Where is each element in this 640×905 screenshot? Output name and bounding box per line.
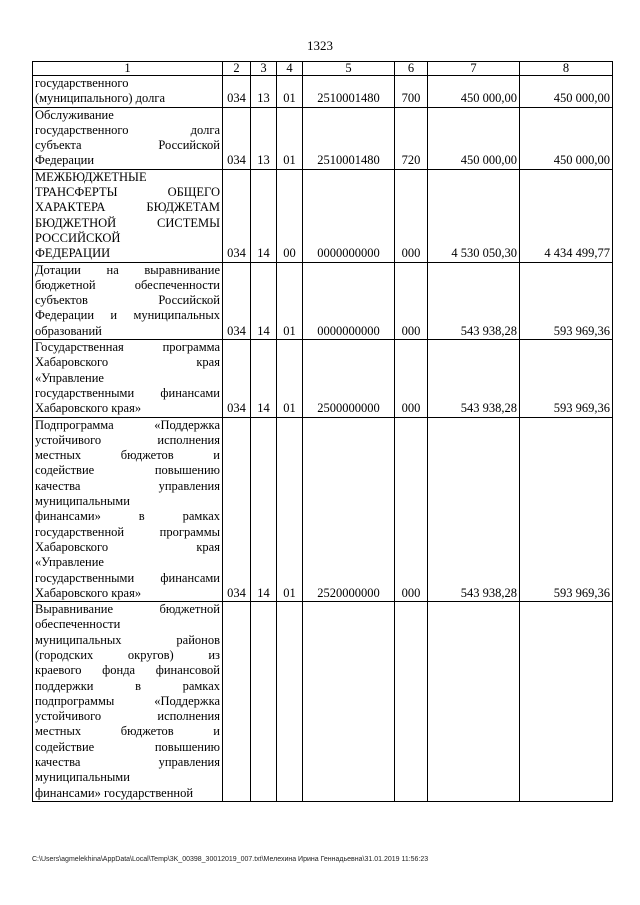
row-name-line: финансами» в рамках (35, 509, 220, 524)
subsection-code-cell (277, 602, 303, 802)
section-code-cell: 14 (251, 340, 277, 417)
subsection-code-cell: 01 (277, 262, 303, 339)
row-name-line: Хабаровского края (35, 355, 220, 370)
table-body (33, 76, 613, 802)
target-article-cell (303, 602, 395, 802)
admin-code-cell: 034 (223, 340, 251, 417)
admin-code-cell: 034 (223, 169, 251, 262)
expense-type-cell: 000 (395, 340, 428, 417)
row-name-line: муниципальными (35, 770, 130, 785)
header-cell: 2 (223, 62, 251, 76)
file-path-footer: C:\Users\agmelekhina\AppData\Local\Temp\3K_00398_30012019_007.txt\Мелехина Ирина Геннадьевна\31.01.2019 11:56:23 (32, 856, 429, 863)
table-row (33, 262, 613, 339)
row-name-line: качества управления (35, 478, 220, 493)
expense-type-cell: 720 (395, 107, 428, 169)
table-row (33, 169, 613, 262)
row-name-line: Федерации (35, 153, 95, 168)
row-name-line: бюджетной обеспеченности (35, 277, 220, 292)
row-name-line: (муниципального) долга (35, 91, 166, 106)
row-name-cell (33, 76, 223, 108)
target-article-cell: 2520000000 (303, 417, 395, 602)
amount-year1-cell (428, 602, 520, 802)
row-name-line: субъекта Российской (35, 138, 220, 153)
row-name-line: содействие повышению (35, 739, 220, 754)
table-row (33, 602, 613, 802)
subsection-code-cell: 01 (277, 107, 303, 169)
admin-code-cell: 034 (223, 417, 251, 602)
row-name-line: «Управление (35, 370, 104, 385)
target-article-cell: 2510001480 (303, 76, 395, 108)
expense-type-cell: 000 (395, 262, 428, 339)
row-name-line: местных бюджетов и (35, 448, 220, 463)
row-name-line: краевого фонда финансовой (35, 663, 220, 678)
budget-table (32, 61, 613, 802)
page-number: 1323 (307, 38, 333, 53)
row-name-line: муниципальными (35, 494, 130, 509)
row-name-line: Хабаровского края» (35, 401, 142, 416)
header-cell: 1 (33, 62, 223, 76)
row-name-line: ХАРАКТЕРА БЮДЖЕТАМ (35, 200, 220, 215)
amount-year2-cell (520, 602, 613, 802)
row-name-line: качества управления (35, 755, 220, 770)
amount-year2-cell: 4 434 499,77 (520, 169, 613, 262)
row-name-line: государственными финансами (35, 385, 220, 400)
amount-year2-cell: 450 000,00 (520, 107, 613, 169)
row-name-line: обеспеченности (35, 617, 121, 632)
row-name-line: устойчивого исполнения (35, 432, 220, 447)
expense-type-cell: 000 (395, 169, 428, 262)
amount-year2-cell: 450 000,00 (520, 76, 613, 108)
row-name-line: Хабаровского края» (35, 585, 142, 600)
row-name-cell (33, 417, 223, 602)
expense-type-cell: 000 (395, 417, 428, 602)
target-article-cell: 0000000000 (303, 262, 395, 339)
amount-year1-cell: 543 938,28 (428, 340, 520, 417)
row-name-cell (33, 340, 223, 417)
row-name-line: Выравнивание бюджетной (35, 602, 220, 617)
header-cell: 8 (520, 62, 613, 76)
header-cell: 7 (428, 62, 520, 76)
row-name-line: ТРАНСФЕРТЫ ОБЩЕГО (35, 185, 220, 200)
row-name-line: местных бюджетов и (35, 724, 220, 739)
row-name-line: Обслуживание (35, 107, 114, 122)
table-header-row (33, 62, 613, 76)
subsection-code-cell: 01 (277, 76, 303, 108)
table-row (33, 417, 613, 602)
section-code-cell: 14 (251, 262, 277, 339)
row-name-line: поддержки в рамках (35, 678, 220, 693)
row-name-line: субъектов Российской (35, 293, 220, 308)
row-name-line: Государственная программа (35, 340, 220, 355)
table-row (33, 107, 613, 169)
row-name-line: ФЕДЕРАЦИИ (35, 246, 111, 261)
row-name-cell (33, 262, 223, 339)
amount-year1-cell: 450 000,00 (428, 107, 520, 169)
row-name-cell (33, 602, 223, 802)
target-article-cell: 2510001480 (303, 107, 395, 169)
row-name-line: Хабаровского края (35, 539, 220, 554)
row-name-line: «Управление (35, 555, 104, 570)
row-name-cell (33, 107, 223, 169)
section-code-cell: 14 (251, 169, 277, 262)
target-article-cell: 0000000000 (303, 169, 395, 262)
row-name-line: государственной программы (35, 524, 220, 539)
admin-code-cell: 034 (223, 262, 251, 339)
amount-year1-cell: 543 938,28 (428, 262, 520, 339)
subsection-code-cell: 01 (277, 340, 303, 417)
row-name-line: муниципальных районов (35, 632, 220, 647)
header-cell: 6 (395, 62, 428, 76)
row-name-line: Дотации на выравнивание (35, 262, 220, 277)
subsection-code-cell: 00 (277, 169, 303, 262)
amount-year1-cell: 543 938,28 (428, 417, 520, 602)
row-name-line: финансами» государственной (35, 785, 194, 800)
amount-year1-cell: 450 000,00 (428, 76, 520, 108)
admin-code-cell (223, 602, 251, 802)
row-name-line: РОССИЙСКОЙ (35, 230, 121, 245)
row-name-line: содействие повышению (35, 463, 220, 478)
header-cell: 5 (303, 62, 395, 76)
header-cell: 3 (251, 62, 277, 76)
section-code-cell: 13 (251, 107, 277, 169)
admin-code-cell: 034 (223, 107, 251, 169)
row-name-line: образований (35, 323, 102, 338)
expense-type-cell: 700 (395, 76, 428, 108)
row-name-line: (городских округов) из (35, 647, 220, 662)
row-name-line: устойчивого исполнения (35, 709, 220, 724)
row-name-line: государственного долга (35, 122, 220, 137)
row-name-line: БЮДЖЕТНОЙ СИСТЕМЫ (35, 215, 220, 230)
row-name-line: Подпрограмма «Поддержка (35, 417, 220, 432)
section-code-cell: 14 (251, 417, 277, 602)
section-code-cell: 13 (251, 76, 277, 108)
target-article-cell: 2500000000 (303, 340, 395, 417)
expense-type-cell (395, 602, 428, 802)
table-row (33, 340, 613, 417)
amount-year2-cell: 593 969,36 (520, 262, 613, 339)
row-name-line: государственного (35, 76, 129, 90)
amount-year2-cell: 593 969,36 (520, 417, 613, 602)
table-row (33, 76, 613, 108)
row-name-line: МЕЖБЮДЖЕТНЫЕ (35, 169, 147, 184)
row-name-line: государственными финансами (35, 570, 220, 585)
admin-code-cell: 034 (223, 76, 251, 108)
amount-year1-cell: 4 530 050,30 (428, 169, 520, 262)
row-name-line: Федерации и муниципальных (35, 308, 220, 323)
subsection-code-cell: 01 (277, 417, 303, 602)
header-cell: 4 (277, 62, 303, 76)
section-code-cell (251, 602, 277, 802)
row-name-line: подпрограммы «Поддержка (35, 693, 220, 708)
amount-year2-cell: 593 969,36 (520, 340, 613, 417)
row-name-cell (33, 169, 223, 262)
